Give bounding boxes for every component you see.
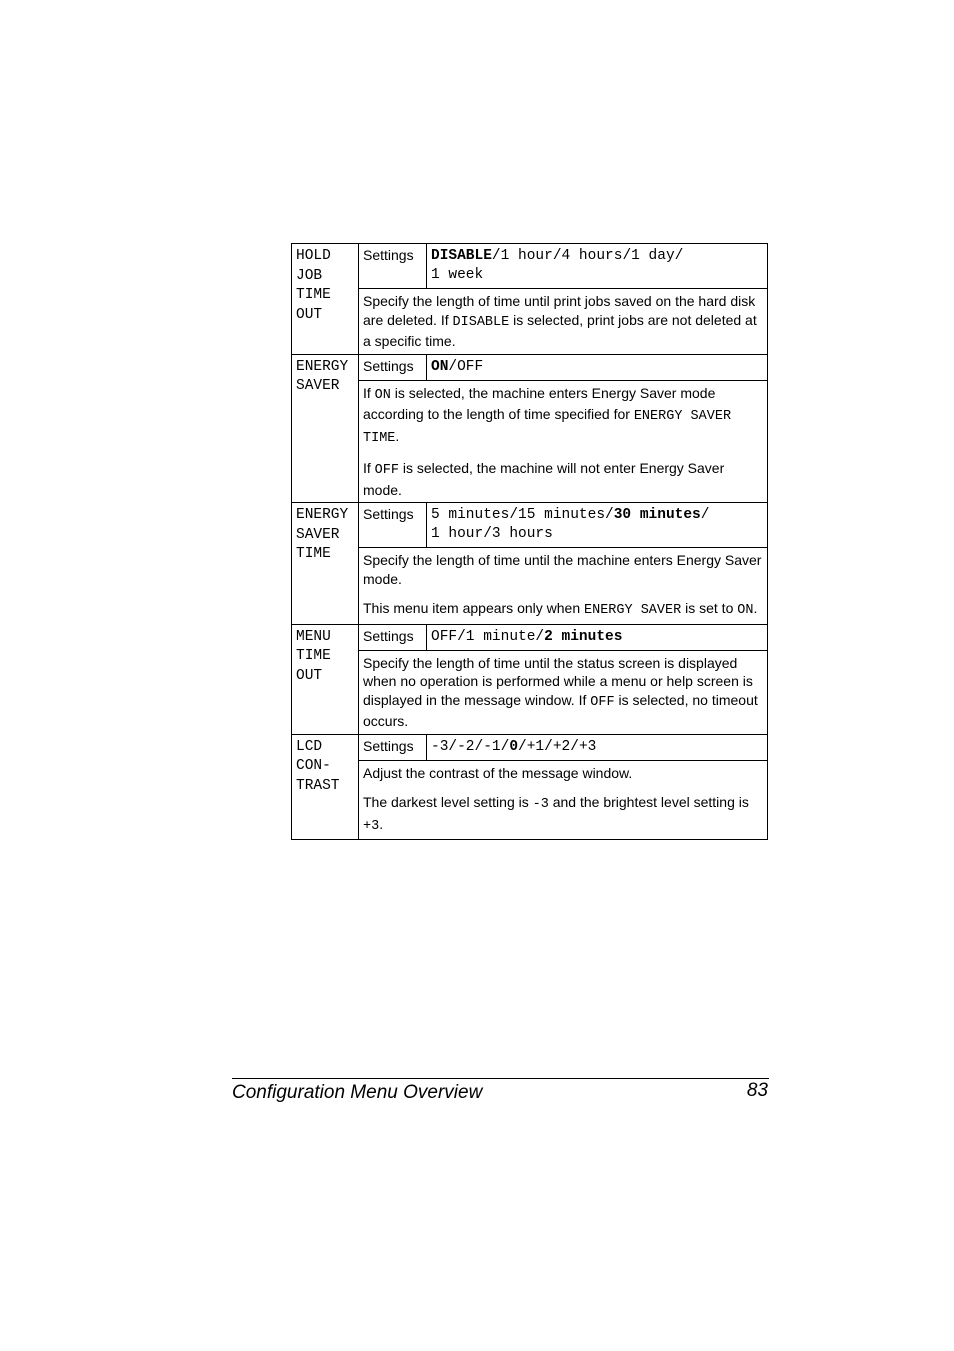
menu-item-description — [359, 380, 768, 503]
settings-label: Settings — [359, 624, 427, 650]
setting-value-text: /+1/+2/+3 — [518, 738, 597, 755]
description-text: is set to — [681, 600, 738, 616]
menu-item-name-line: TIME — [296, 546, 331, 562]
description-paragraph — [363, 551, 763, 588]
settings-values — [427, 503, 768, 548]
menu-item-name — [292, 354, 359, 503]
default-setting-value: ON — [431, 358, 449, 375]
menu-item-name — [292, 503, 359, 625]
description-text: This menu item appears only when — [363, 600, 584, 616]
inline-code-text: OFF — [590, 694, 615, 710]
description-text: is selected, print jobs are not deleted at a specific time. — [363, 311, 757, 349]
settings-values — [427, 734, 768, 760]
menu-item-description — [359, 289, 768, 355]
settings-label: Settings — [359, 503, 427, 548]
inline-code-text: OFF — [374, 463, 399, 478]
menu-item-name-line: ENERGY — [296, 507, 349, 523]
settings-values — [427, 354, 768, 380]
description-text: and the brightest level setting is — [548, 794, 749, 810]
description-text: . — [379, 815, 384, 832]
setting-value-text: /OFF — [448, 358, 484, 375]
setting-value-text: 5 minutes/15 minutes/ — [431, 507, 614, 523]
inline-code-text: ON — [737, 603, 754, 618]
menu-item-name-line: HOLD — [296, 248, 331, 264]
description-text: If — [363, 384, 375, 401]
setting-value-text: / — [700, 507, 710, 523]
description-paragraph — [363, 599, 763, 621]
menu-item-name — [292, 734, 359, 840]
menu-item-description — [359, 650, 768, 734]
inline-code-text: DISABLE — [452, 314, 510, 330]
menu-item-description — [359, 760, 768, 840]
footer-rule — [232, 1078, 769, 1079]
menu-item-name-line: TIME — [296, 287, 331, 303]
description-text: . — [395, 427, 400, 444]
inline-code-text: ENERGY SAVER TIME — [363, 409, 732, 446]
menu-item-name-line: LCD — [296, 738, 323, 755]
menu-item-name — [292, 244, 359, 355]
menu-row-settings — [292, 354, 768, 380]
description-paragraph — [363, 654, 763, 731]
menu-item-name-line: TIME — [296, 648, 331, 664]
settings-label: Settings — [359, 354, 427, 380]
menu-item-name-line: OUT — [296, 306, 323, 323]
description-paragraph — [363, 793, 763, 836]
setting-value-text: -3/-2/-1/ — [431, 738, 510, 755]
inline-code-text: -3 — [532, 797, 549, 812]
menu-row-settings — [292, 244, 768, 289]
menu-row-description — [292, 380, 768, 503]
menu-item-name-line: SAVER — [296, 378, 340, 394]
description-paragraph — [363, 384, 763, 449]
description-text: is selected, the machine will not enter Energy Saver mode. — [363, 460, 725, 498]
inline-code-text: ENERGY SAVER — [584, 603, 682, 618]
description-text: is selected, no timeout occurs. — [363, 691, 758, 729]
setting-value-text: 1 week — [431, 267, 484, 283]
menu-item-name-line: TRAST — [296, 777, 340, 794]
menu-settings-table — [291, 243, 768, 840]
description-paragraph — [363, 292, 763, 351]
menu-row-description — [292, 548, 768, 625]
settings-values — [427, 624, 768, 650]
footer-title: Configuration Menu Overview — [232, 1082, 483, 1103]
menu-item-name-line: MENU — [296, 628, 331, 645]
menu-item-description — [359, 548, 768, 625]
default-setting-value: 2 minutes — [544, 628, 623, 645]
description-paragraph — [363, 764, 763, 783]
settings-label: Settings — [359, 244, 427, 289]
menu-row-settings — [292, 734, 768, 760]
default-setting-value: 0 — [509, 738, 519, 755]
settings-values — [427, 244, 768, 289]
description-text: The darkest level setting is — [363, 794, 533, 810]
menu-row-description — [292, 760, 768, 840]
menu-row-description — [292, 289, 768, 355]
settings-label: Settings — [359, 734, 427, 760]
menu-item-name — [292, 624, 359, 734]
description-text: Specify the length of time until the status screen is displayed when no operation is performed while a menu or help screen is displayed in the message window. If — [363, 654, 753, 708]
description-paragraph — [363, 459, 763, 499]
menu-row-description — [292, 650, 768, 734]
setting-value-text: /1 hour/4 hours/1 day/ — [491, 248, 684, 264]
inline-code-text: +3 — [363, 818, 380, 834]
default-setting-value: 30 minutes — [613, 507, 701, 523]
menu-item-name-line: ENERGY — [296, 358, 349, 375]
description-text: If — [363, 460, 375, 476]
menu-row-settings — [292, 624, 768, 650]
menu-item-name-line: JOB — [296, 267, 323, 284]
description-text: Specify the length of time until the machine enters Energy Saver mode. — [363, 552, 762, 587]
page-number: 83 — [746, 1080, 768, 1101]
menu-item-name-line: OUT — [296, 667, 323, 684]
description-text: Adjust the contrast of the message window. — [363, 764, 633, 781]
description-text: Specify the length of time until print jobs saved on the hard disk are deleted. If — [363, 293, 756, 328]
description-text: is selected, the machine enters Energy Saver mode according to the length of time specified for — [363, 384, 716, 422]
setting-value-text: 1 hour/3 hours — [431, 526, 553, 542]
setting-value-text: OFF/1 minute/ — [431, 628, 545, 645]
description-text: . — [753, 600, 758, 616]
inline-code-text: ON — [374, 387, 391, 403]
menu-item-name-line: SAVER — [296, 526, 340, 543]
menu-item-name-line: CON- — [296, 758, 331, 774]
default-setting-value: DISABLE — [431, 248, 492, 264]
menu-row-settings — [292, 503, 768, 548]
